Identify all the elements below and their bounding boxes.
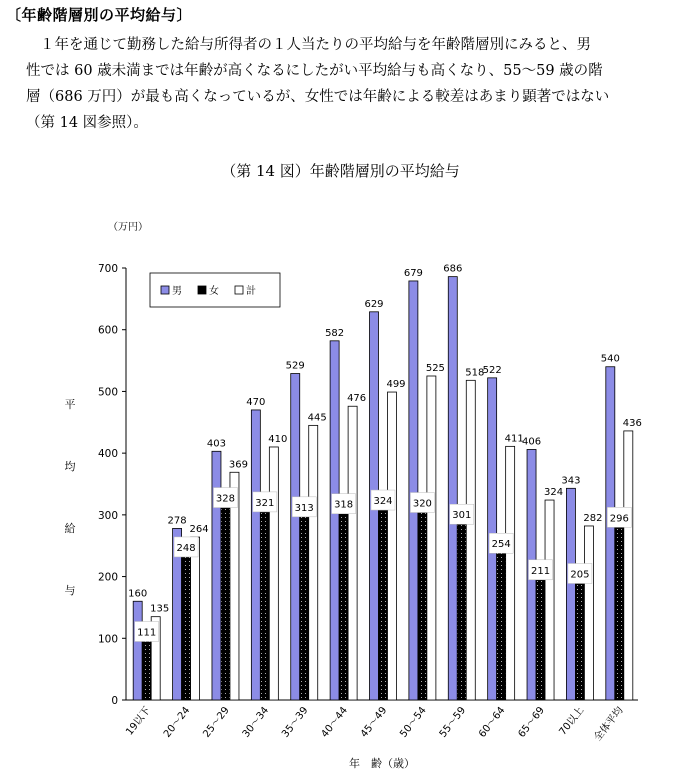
female-bar xyxy=(300,507,309,700)
total-value-label: 525 xyxy=(425,363,445,374)
total-value-label: 282 xyxy=(583,512,603,524)
male-value-label: 278 xyxy=(167,515,187,527)
x-category-label: 65～69 xyxy=(516,705,547,740)
female-bar xyxy=(418,503,427,700)
total-bar xyxy=(388,392,397,700)
male-bar xyxy=(291,374,300,700)
x-category-label: 50～54 xyxy=(398,705,429,740)
legend-swatch xyxy=(161,286,169,294)
y-tick-label: 100 xyxy=(97,633,118,646)
total-bar xyxy=(191,537,200,700)
female-value-label: 301 xyxy=(452,510,472,522)
x-category-label: 30～34 xyxy=(240,705,272,740)
female-bar xyxy=(182,547,191,700)
x-category-label: 全体平均 xyxy=(592,705,626,744)
total-value-label: 411 xyxy=(504,433,524,445)
male-value-label: 406 xyxy=(521,436,542,448)
total-value-label: 436 xyxy=(622,417,642,429)
total-value-label: 135 xyxy=(150,603,170,615)
female-value-label: 205 xyxy=(570,569,590,581)
paragraph-line: 性では 60 歳未満までは年齢が高くなるにしたがい平均給与も高くなり、55～59 歳の階 xyxy=(26,63,603,79)
section-heading: 〔年齢階層別の平均給与〕 xyxy=(6,6,193,24)
total-bar xyxy=(584,526,593,700)
female-bar xyxy=(260,502,269,700)
legend-swatch xyxy=(198,286,206,294)
male-value-label: 160 xyxy=(128,588,148,600)
female-value-label: 296 xyxy=(609,513,629,525)
female-value-label: 254 xyxy=(491,539,511,551)
female-bar xyxy=(221,498,230,700)
male-value-label: 529 xyxy=(285,360,305,372)
x-category-label: 70以上 xyxy=(557,705,587,738)
female-value-label: 328 xyxy=(215,493,236,505)
female-value-label: 111 xyxy=(137,627,157,639)
legend-swatch xyxy=(235,286,243,294)
total-value-label: 410 xyxy=(268,433,288,445)
male-value-label: 470 xyxy=(246,396,266,408)
female-value-label: 211 xyxy=(530,565,551,577)
male-bar xyxy=(606,367,615,700)
male-value-label: 686 xyxy=(443,263,463,275)
y-tick-label: 700 xyxy=(97,263,118,275)
female-value-label: 313 xyxy=(294,502,314,514)
female-value-label: 320 xyxy=(412,498,432,510)
figure-caption: （第 14 図）年齢階層別の平均給与 xyxy=(221,162,460,180)
female-value-label: 248 xyxy=(176,542,196,554)
x-category-label: 40～44 xyxy=(319,705,350,740)
male-value-label: 629 xyxy=(364,298,384,310)
total-bar xyxy=(269,447,278,700)
male-value-label: 679 xyxy=(403,267,423,279)
female-bar xyxy=(142,631,151,700)
total-value-label: 518 xyxy=(465,367,485,379)
total-value-label: 369 xyxy=(228,459,249,471)
total-bar xyxy=(309,425,318,700)
male-bar xyxy=(409,281,418,700)
female-bar xyxy=(575,573,584,700)
y-tick-label: 0 xyxy=(111,695,118,707)
male-bar xyxy=(133,601,142,700)
paragraph-line: １年を通じて勤務した給与所得者の１人当たりの平均給与を年齢階層別にみると、男 xyxy=(40,37,591,53)
legend-label: 計 xyxy=(246,286,256,297)
y-axis-label-char: 給 xyxy=(64,522,76,535)
y-axis-label-char: 均 xyxy=(64,460,76,473)
female-bar xyxy=(615,517,624,700)
y-tick-label: 300 xyxy=(97,509,118,522)
total-bar xyxy=(624,431,633,700)
x-category-label: 20～24 xyxy=(161,705,193,740)
female-value-label: 324 xyxy=(373,496,393,508)
total-value-label: 445 xyxy=(307,412,327,424)
y-tick-label: 200 xyxy=(97,571,118,584)
x-category-label: 19以下 xyxy=(124,705,154,738)
male-bar xyxy=(330,341,339,700)
female-bar xyxy=(339,504,348,700)
x-category-label: 60～64 xyxy=(477,705,508,740)
total-bar xyxy=(466,380,475,700)
total-value-label: 499 xyxy=(386,379,406,391)
x-category-label: 35～39 xyxy=(280,705,311,740)
female-bar xyxy=(536,570,545,700)
total-bar xyxy=(506,446,515,700)
x-axis-label: 年 齢（歳） xyxy=(349,757,415,770)
male-value-label: 540 xyxy=(600,353,620,365)
female-bar xyxy=(497,543,506,700)
male-value-label: 582 xyxy=(325,327,345,339)
male-value-label: 343 xyxy=(561,475,581,487)
total-bar xyxy=(348,406,357,700)
male-value-label: 522 xyxy=(482,364,502,376)
total-bar xyxy=(427,376,436,700)
legend-label: 女 xyxy=(209,286,219,297)
total-value-label: 324 xyxy=(543,487,564,499)
female-bar xyxy=(379,500,388,700)
paragraph-line: 層（686 万円）が最も高くなっているが、女性では年齢による較差はあまり顕著ではない xyxy=(26,89,610,105)
male-bar xyxy=(566,488,575,700)
female-value-label: 318 xyxy=(334,499,354,511)
paragraph-line: （第 14 図参照）。 xyxy=(26,115,148,131)
total-value-label: 476 xyxy=(347,393,367,405)
y-axis-label-char: 平 xyxy=(64,398,76,411)
y-unit-label: （万円） xyxy=(108,222,148,233)
male-value-label: 403 xyxy=(206,438,227,450)
x-category-label: 55～59 xyxy=(437,705,469,740)
male-bar xyxy=(448,277,457,700)
total-value-label: 264 xyxy=(189,524,209,536)
y-tick-label: 400 xyxy=(97,448,118,461)
x-category-label: 45～49 xyxy=(358,705,390,740)
total-bar xyxy=(545,500,554,700)
female-bar xyxy=(457,514,466,700)
legend-label: 男 xyxy=(172,286,182,297)
x-category-label: 25～29 xyxy=(201,705,232,740)
y-axis-label-char: 与 xyxy=(64,584,76,597)
y-tick-label: 500 xyxy=(97,386,118,399)
y-tick-label: 600 xyxy=(97,324,118,337)
female-value-label: 321 xyxy=(255,497,275,509)
male-bar xyxy=(251,410,260,700)
